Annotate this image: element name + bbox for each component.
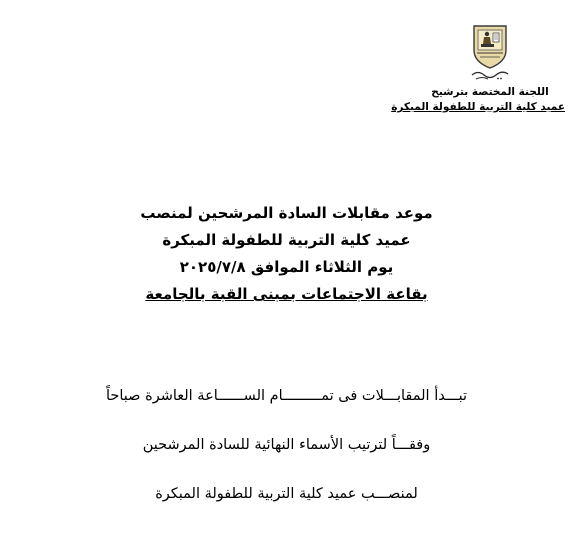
body-paragraph bbox=[0, 382, 573, 529]
announcement-title: موعد مقابلات السادة المرشحين لمنصب bbox=[140, 204, 433, 222]
committee-title: اللجنة المختصة بترشيح bbox=[431, 86, 549, 98]
announcement-block bbox=[0, 200, 573, 308]
cairo-university-logo bbox=[468, 22, 512, 82]
committee-subtitle: عميد كلية التربية للطفولة المبكرة bbox=[391, 101, 565, 113]
announcement-venue: بقاعة الاجتماعات بمبنى القبة بالجامعة bbox=[145, 285, 428, 303]
body-line-start-time: تبـــدأ المقابـــلات فى تمـــــــــام الســــــاعة العاشرة صباحاً bbox=[106, 388, 467, 404]
body-line-position: لمنصـــب عميد كلية التربية للطفولة المبكرة bbox=[155, 486, 418, 502]
announcement-date: يوم الثلاثاء الموافق ٢٠٢٥/٧/٨ bbox=[179, 258, 394, 276]
announcement-position: عميد كلية التربية للطفولة المبكرة bbox=[162, 231, 411, 249]
header-block bbox=[391, 22, 565, 114]
body-line-order: وفقـــاً لترتيب الأسماء النهائية للسادة المرشحين bbox=[142, 437, 431, 453]
